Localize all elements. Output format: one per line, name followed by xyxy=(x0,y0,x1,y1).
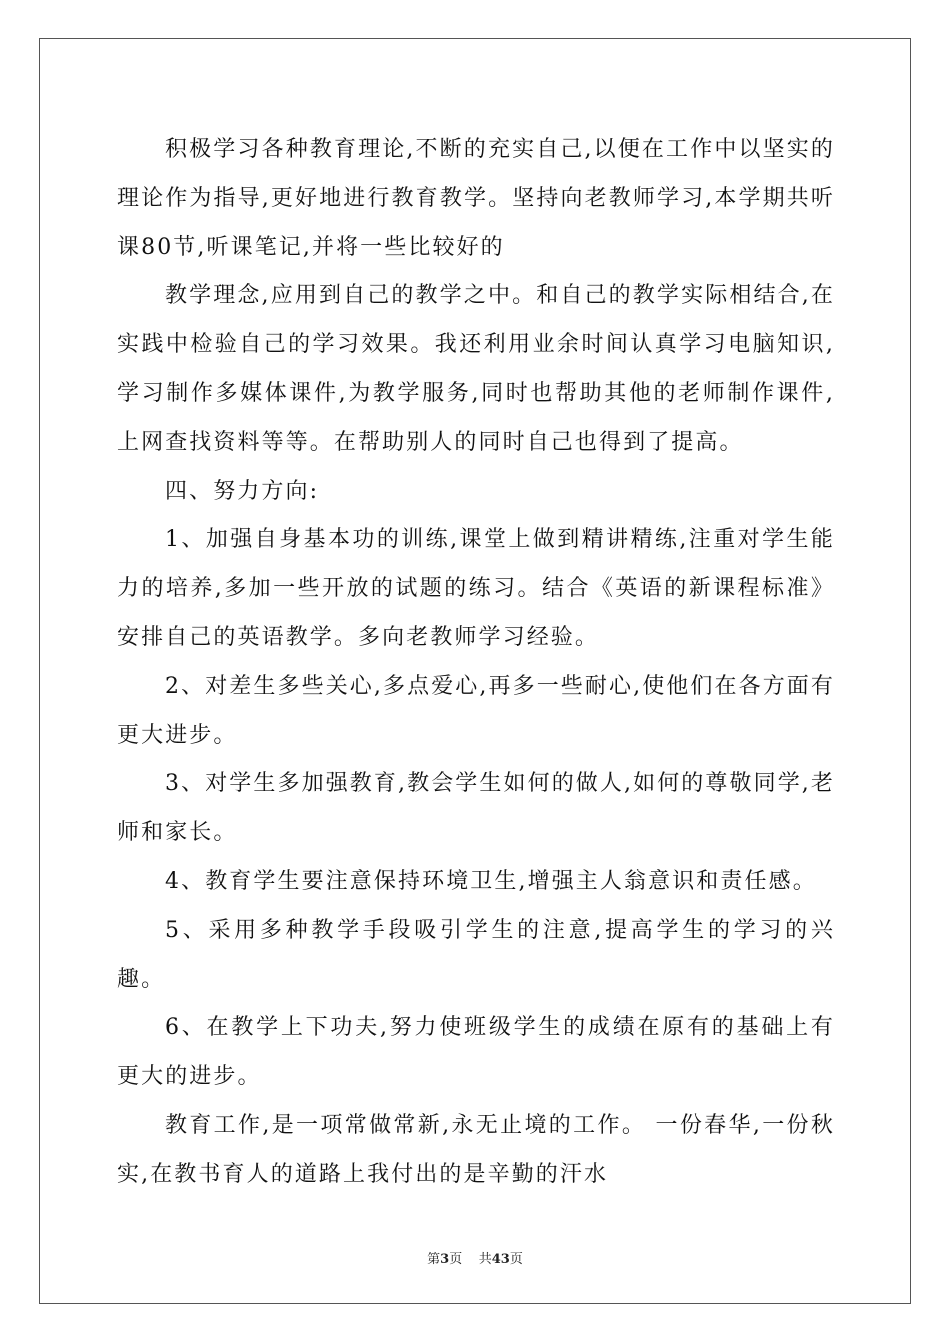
list-item-6: 6、在教学上下功夫,努力使班级学生的成绩在原有的基础上有更大的进步。 xyxy=(117,1015,835,1090)
list-item-1: 1、加强自身基本功的训练,课堂上做到精讲精练,注重对学生能力的培养,多加一些开放的试题的练习。结合《英语的新课程标准》安排自己的英语教学。多向老教师学习经验。 xyxy=(117,527,835,650)
page-footer xyxy=(0,1248,950,1267)
document-body xyxy=(117,126,835,1200)
list-item-2: 2、对差生多些关心,多点爱心,再多一些耐心,使他们在各方面有更大进步。 xyxy=(117,673,835,748)
total-unit: 页 xyxy=(509,1252,523,1267)
page-current: 3 xyxy=(440,1252,450,1267)
page-unit: 页 xyxy=(449,1252,463,1267)
page-total: 43 xyxy=(491,1252,510,1267)
list-item-3: 3、对学生多加强教育,教会学生如何的做人,如何的尊敬同学,老师和家长。 xyxy=(117,771,835,846)
paragraph-2: 教学理念,应用到自己的教学之中。和自己的教学实际相结合,在实践中检验自己的学习效果。我还利用业余时间认真学习电脑知识,学习制作多媒体课件,为教学服务,同时也帮助其他的老师制作课件,上网查找资料等等。在帮助别人的同时自己也得到了提高。 xyxy=(117,283,835,455)
paragraph-1: 积极学习各种教育理论,不断的充实自己,以便在工作中以坚实的理论作为指导,更好地进行教育教学。坚持向老教师学习,本学期共听课80节,听课笔记,并将一些比较好的 xyxy=(117,137,835,260)
section-heading: 四、努力方向: xyxy=(165,478,320,504)
list-item-5: 5、采用多种教学手段吸引学生的注意,提高学生的学习的兴趣。 xyxy=(117,917,835,992)
total-prefix: 共 xyxy=(478,1252,492,1267)
list-item-4: 4、教育学生要注意保持环境卫生,增强主人翁意识和责任感。 xyxy=(165,868,817,894)
closing-paragraph: 教育工作,是一项常做常新,永无止境的工作。 一份春华,一份秋实,在教书育人的道路上我付出的是辛勤的汗水 xyxy=(117,1112,835,1187)
page-prefix: 第 xyxy=(427,1252,441,1267)
